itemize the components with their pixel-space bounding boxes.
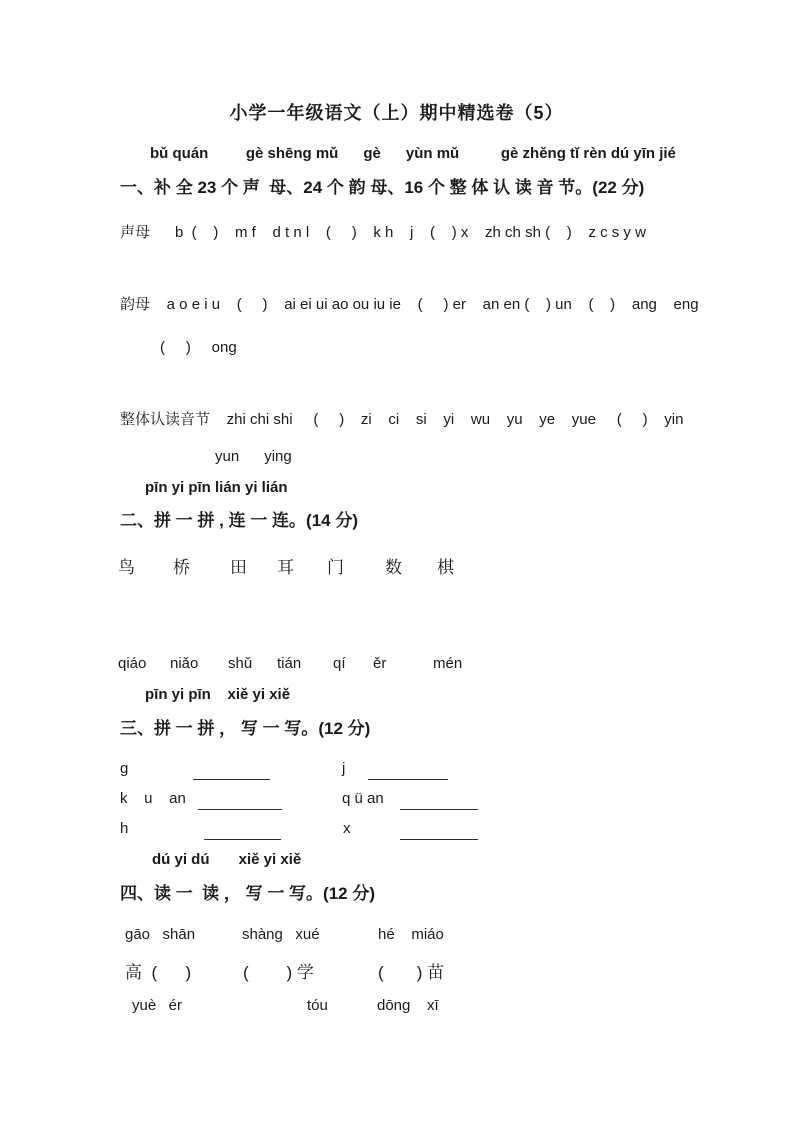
fill-row (120, 790, 680, 814)
hanzi-token: 高 ( ) (125, 963, 192, 982)
pinyin-row (120, 926, 680, 948)
pinyin-row (120, 997, 680, 1019)
answer-blank (204, 820, 281, 840)
section2-pinyin-hint: pīn yi pīn lián yi lián (145, 479, 288, 496)
yunmu-row: 韵母 a o e i u ( ) ai ei ui ao ou iu ie ( ) er an en ( ) un ( ) ang eng (120, 296, 699, 313)
pinyin-token: yuè ér (132, 997, 183, 1014)
pinyin-item: qiáo (118, 655, 147, 672)
hanzi-item: 门 (327, 558, 344, 577)
syllable-right: j (342, 760, 346, 777)
pinyin-token: dōng xī (377, 997, 439, 1014)
exam-title: 小学一年级语文（上）期中精选卷（5） (229, 103, 564, 123)
section3-pinyin-hint: pīn yi pīn xiě yi xiě (145, 686, 291, 703)
section1-heading: 一、补 全 23 个 声 母、24 个 韵 母、16 个 整 体 认 读 音 节。(22 分) (120, 178, 645, 197)
intro-pinyin-annotation: bǔ quán gè shēng mǔ gè yùn mǔ gè zhěng tǐ rèn dú yīn jié (150, 145, 676, 162)
pinyin-item: niǎo (170, 655, 199, 672)
answer-blank (368, 760, 448, 780)
yunmu-row-continued: ( ) ong (160, 339, 237, 356)
hanzi-connect-row (118, 553, 678, 577)
pinyin-token: hé miáo (378, 926, 444, 943)
zhengti-row: 整体认读音节 zhi chi shi ( ) zi ci si yi wu yu ye yue ( ) yin (120, 411, 684, 428)
shengmu-row: 声母 b ( ) m f d t n l ( ) k h j ( ) x zh ch sh ( ) z c s y w (120, 224, 646, 241)
section4-pinyin-hint: dú yi dú xiě yi xiě (152, 851, 302, 868)
syllable-right: x (343, 820, 351, 837)
hanzi-fill-row (120, 958, 680, 984)
hanzi-token: ( ) 苗 (378, 963, 445, 982)
section2-heading: 二、拼 一 拼 , 连 一 连。(14 分) (120, 511, 359, 530)
syllable-left: g (120, 760, 129, 777)
hanzi-item: 数 (385, 558, 402, 577)
fill-row (120, 820, 680, 844)
pinyin-token: shàng xué (242, 926, 320, 943)
answer-blank (198, 790, 282, 810)
syllable-left: h (120, 820, 129, 837)
pinyin-connect-row (118, 655, 678, 677)
section4-heading: 四、读 一 读 ， 写 一 写。(12 分) (120, 884, 376, 903)
pinyin-token: tóu (307, 997, 328, 1014)
syllable-left: k u an (120, 790, 186, 807)
hanzi-item: 田 (230, 558, 247, 577)
hanzi-item: 桥 (173, 558, 190, 577)
answer-blank (400, 820, 478, 840)
hanzi-item: 棋 (437, 558, 454, 577)
zhengti-row-continued: yun ying (215, 448, 292, 465)
pinyin-item: ěr (373, 655, 387, 672)
hanzi-item: 鸟 (118, 558, 135, 577)
pinyin-item: qí (333, 655, 346, 672)
pinyin-item: shǔ (228, 655, 253, 672)
section3-heading: 三、拼 一 拼 ， 写 一 写。(12 分) (120, 719, 371, 738)
answer-blank (193, 760, 270, 780)
answer-blank (400, 790, 478, 810)
hanzi-item: 耳 (277, 558, 294, 577)
hanzi-token: ( ) 学 (243, 963, 314, 982)
pinyin-item: mén (433, 655, 463, 672)
pinyin-token: gāo shān (125, 926, 196, 943)
fill-row (120, 760, 680, 784)
pinyin-item: tián (277, 655, 302, 672)
syllable-right: q ü an (342, 790, 384, 807)
